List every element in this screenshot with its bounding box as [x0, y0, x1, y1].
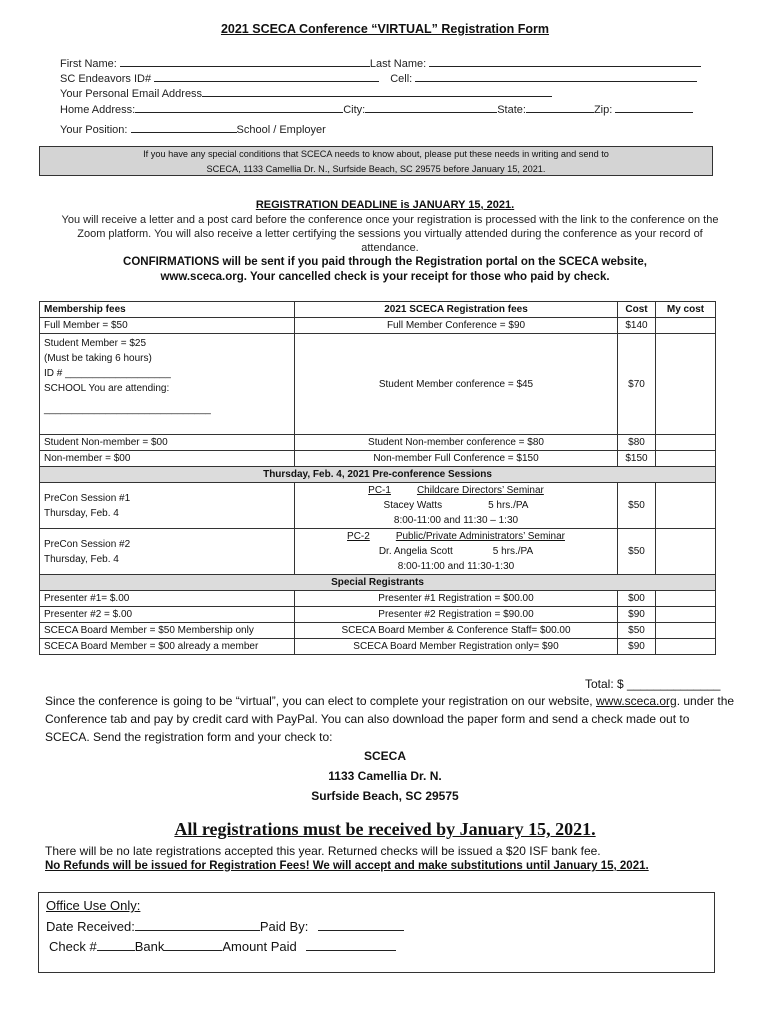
address-row	[60, 102, 693, 116]
fee-cell: Full Member Conference = $90	[295, 318, 618, 334]
header-cost: Cost	[618, 302, 656, 318]
fee-cell: Presenter #2 Registration = $90.00	[295, 607, 618, 623]
preconference-header: Thursday, Feb. 4, 2021 Pre-conference Sessions	[40, 467, 716, 483]
table-row	[40, 483, 716, 529]
table-row	[40, 607, 716, 623]
home-address-label: Home Address:	[60, 104, 136, 116]
date-received-field[interactable]	[135, 918, 260, 931]
cell-field[interactable]	[415, 71, 697, 82]
table-row	[40, 318, 716, 334]
endeavors-id-field[interactable]	[154, 71, 379, 82]
precon2-title: Public/Private Administrators’ Seminar	[395, 531, 565, 542]
cost-cell: $50	[618, 623, 656, 639]
zip-field[interactable]	[615, 102, 693, 113]
position-field[interactable]	[131, 122, 237, 133]
notice-line-2: SCECA, 1133 Camellia Dr. N., Surfside Beach, SC 29575 before January 15, 2021.	[206, 164, 546, 174]
endeavors-id-label: SC Endeavors ID#	[60, 73, 152, 85]
membership-cell: Student Non-member = $00	[40, 435, 295, 451]
email-row	[60, 86, 552, 100]
bank-label: Bank	[134, 939, 165, 954]
table-row	[40, 451, 716, 467]
precon1-title-line	[299, 483, 613, 498]
membership-cell: Presenter #2 = $.00	[40, 607, 295, 623]
paid-by-field[interactable]	[318, 918, 404, 931]
precon1-cell	[40, 483, 295, 529]
address-city: Surfside Beach, SC 29575	[311, 789, 459, 803]
table-row	[40, 334, 716, 435]
office-use-box	[38, 892, 715, 973]
office-row-2	[49, 938, 396, 954]
student-line: (Must be taking 6 hours)	[44, 353, 152, 364]
table-row	[40, 623, 716, 639]
position-label: Your Position:	[60, 124, 128, 136]
student-line: SCHOOL You are attending:	[44, 383, 170, 394]
total-field[interactable]: Total: $ ______________	[585, 677, 721, 691]
precon2-presenter: Dr. Angelia Scott	[378, 546, 453, 557]
precon2-name: PreCon Session #2	[44, 538, 131, 550]
precon2-code: PC-2	[347, 531, 370, 542]
fee-cell: Non-member Full Conference = $150	[295, 451, 618, 467]
precon2-cell	[40, 529, 295, 575]
office-use-title: Office Use Only:	[46, 898, 141, 913]
fee-cell: Student Non-member conference = $80	[295, 435, 618, 451]
preconference-section-row	[40, 467, 716, 483]
header-membership: Membership fees	[40, 302, 295, 318]
cost-cell: $90	[618, 607, 656, 623]
my-cost-cell[interactable]	[656, 639, 716, 655]
amount-paid-field[interactable]	[306, 938, 396, 951]
special-conditions-notice	[39, 146, 713, 176]
precon1-times: 8:00-11:00 and 11:30 – 1:30	[393, 515, 519, 526]
my-cost-cell[interactable]	[656, 607, 716, 623]
fee-cell: Presenter #1 Registration = $00.00	[295, 591, 618, 607]
header-my-cost: My cost	[656, 302, 716, 318]
precon1-presenter-line	[299, 498, 613, 513]
city-label: City:	[343, 104, 366, 116]
all-registrations-deadline: All registrations must be received by January 15, 2021.	[174, 819, 596, 839]
amount-paid-label: Amount Paid	[222, 939, 297, 954]
website-link[interactable]: www.sceca.org	[595, 694, 677, 708]
deadline-text: REGISTRATION DEADLINE is JANUARY 15, 2021	[255, 199, 512, 211]
position-row	[60, 122, 326, 136]
membership-cell: Presenter #1= $.00	[40, 591, 295, 607]
my-cost-cell[interactable]	[656, 483, 716, 529]
late-registration-notice: There will be no late registrations accepted this year. Returned checks will be issued a $20 ISF bank fee.	[45, 844, 601, 858]
cost-cell: $00	[618, 591, 656, 607]
cost-cell: $80	[618, 435, 656, 451]
my-cost-cell[interactable]	[656, 623, 716, 639]
student-line: Student Member = $25	[44, 338, 147, 349]
virtual-text-1: Since the conference is going to be “virtual”, you can elect to complete your registration on our website,	[45, 694, 593, 708]
membership-cell: SCECA Board Member = $50 Membership only	[40, 623, 295, 639]
address-name: SCECA	[363, 749, 406, 763]
special-registrants-header: Special Registrants	[40, 575, 716, 591]
cost-cell: $50	[618, 483, 656, 529]
precon1-day: Thursday, Feb. 4	[44, 507, 119, 519]
first-name-field[interactable]	[120, 56, 370, 67]
letter-notice: You will receive a letter and a post card before the conference once your registration is processed with the link to the conference on the Zoom platform. You will also receive a letter certifying the sessions you virtually attended during the conference as your record of attendance.	[61, 214, 719, 254]
precon2-presenter-line	[299, 544, 613, 559]
table-header-row	[40, 302, 716, 318]
registration-deadline: REGISTRATION DEADLINE is JANUARY 15, 2021.	[255, 199, 515, 211]
table-row	[40, 529, 716, 575]
cost-cell: $70	[618, 334, 656, 435]
office-row-1	[46, 918, 404, 934]
table-row	[40, 639, 716, 655]
precon2-detail	[295, 529, 618, 575]
fee-cell: Student Member conference = $45	[295, 334, 618, 435]
precon2-times: 8:00-11:00 and 11:30-1:30	[397, 561, 515, 572]
address-street: 1133 Camellia Dr. N.	[328, 769, 442, 783]
check-label: Check #	[49, 939, 97, 954]
precon2-day: Thursday, Feb. 4	[44, 553, 119, 565]
precon2-hours: 5 hrs./PA	[492, 546, 534, 557]
first-name-label: First Name:	[60, 58, 117, 70]
student-id-field[interactable]: ID # ___________________	[44, 368, 171, 379]
bank-field[interactable]	[164, 938, 222, 951]
my-cost-cell[interactable]	[656, 318, 716, 334]
fee-cell: SCECA Board Member & Conference Staff= $00.00	[295, 623, 618, 639]
table-row	[40, 435, 716, 451]
precon1-presenter: Stacey Watts	[383, 500, 443, 511]
check-field[interactable]	[97, 938, 135, 951]
form-title: 2021 SCECA Conference “VIRTUAL” Registration Form	[220, 22, 550, 36]
id-row	[60, 71, 697, 85]
my-cost-cell[interactable]	[656, 435, 716, 451]
cost-cell: $50	[618, 529, 656, 575]
my-cost-cell[interactable]	[656, 529, 716, 575]
precon2-title-line	[299, 529, 613, 544]
special-section-row	[40, 575, 716, 591]
membership-cell: Non-member = $00	[40, 451, 295, 467]
school-field[interactable]: ______________________________	[44, 404, 211, 415]
my-cost-cell[interactable]	[656, 591, 716, 607]
paid-by-label: Paid By:	[259, 919, 309, 934]
header-registration: 2021 SCECA Registration fees	[295, 302, 618, 318]
last-name-label: Last Name:	[369, 58, 427, 70]
membership-cell: SCECA Board Member = $00 already a member	[40, 639, 295, 655]
cost-cell: $150	[618, 451, 656, 467]
state-field[interactable]	[526, 102, 594, 113]
my-cost-cell[interactable]	[656, 334, 716, 435]
home-address-field[interactable]	[135, 102, 343, 113]
state-label: State:	[497, 104, 526, 116]
name-row	[60, 56, 701, 70]
precon1-title: Childcare Directors’ Seminar	[416, 485, 544, 496]
mailing-address	[0, 746, 770, 806]
precon1-name: PreCon Session #1	[44, 492, 131, 504]
membership-cell: Full Member = $50	[40, 318, 295, 334]
notice-line-1: If you have any special conditions that SCECA needs to know about, please put these needs in writing and send to	[143, 149, 609, 159]
confirmations-notice: CONFIRMATIONS will be sent if you paid through the Registration portal on the SCECA website, www.sceca.org. Your cancelled check is your receipt for those who paid by check.	[123, 256, 647, 283]
fee-cell: SCECA Board Member Registration only= $90	[295, 639, 618, 655]
email-field[interactable]	[202, 86, 552, 97]
school-employer-label: School / Employer	[236, 124, 326, 136]
precon1-code: PC-1	[368, 485, 391, 496]
student-member-cell	[40, 334, 295, 435]
cost-cell: $140	[618, 318, 656, 334]
last-name-field[interactable]	[429, 56, 701, 67]
zip-label: Zip:	[593, 104, 613, 116]
my-cost-cell[interactable]	[656, 451, 716, 467]
date-received-label: Date Received:	[46, 919, 135, 934]
virtual-instructions: Since the conference is going to be “virtual”, you can elect to complete your registration on our website, www.sceca.org. under the Conference tab and pay by credit card with PayPal. You can also download the paper form and send a check made out to SCECA. Send the registration form and your check to:	[45, 694, 735, 744]
cost-cell: $90	[618, 639, 656, 655]
virtual-text-2: under the Conference tab and pay by credit card with PayPal. You can also download the paper form and send a check made out to SCECA. Send the registration form and your check to:	[45, 694, 735, 744]
precon1-hours: 5 hrs./PA	[488, 500, 529, 511]
table-row	[40, 591, 716, 607]
fees-table	[39, 301, 716, 655]
email-label: Your Personal Email Address	[60, 88, 203, 100]
refund-notice: No Refunds will be issued for Registration Fees! We will accept and make substitutions until January 15, 2021.	[45, 860, 649, 872]
cell-label: Cell:	[390, 73, 413, 85]
precon1-detail	[295, 483, 618, 529]
city-field[interactable]	[365, 102, 497, 113]
